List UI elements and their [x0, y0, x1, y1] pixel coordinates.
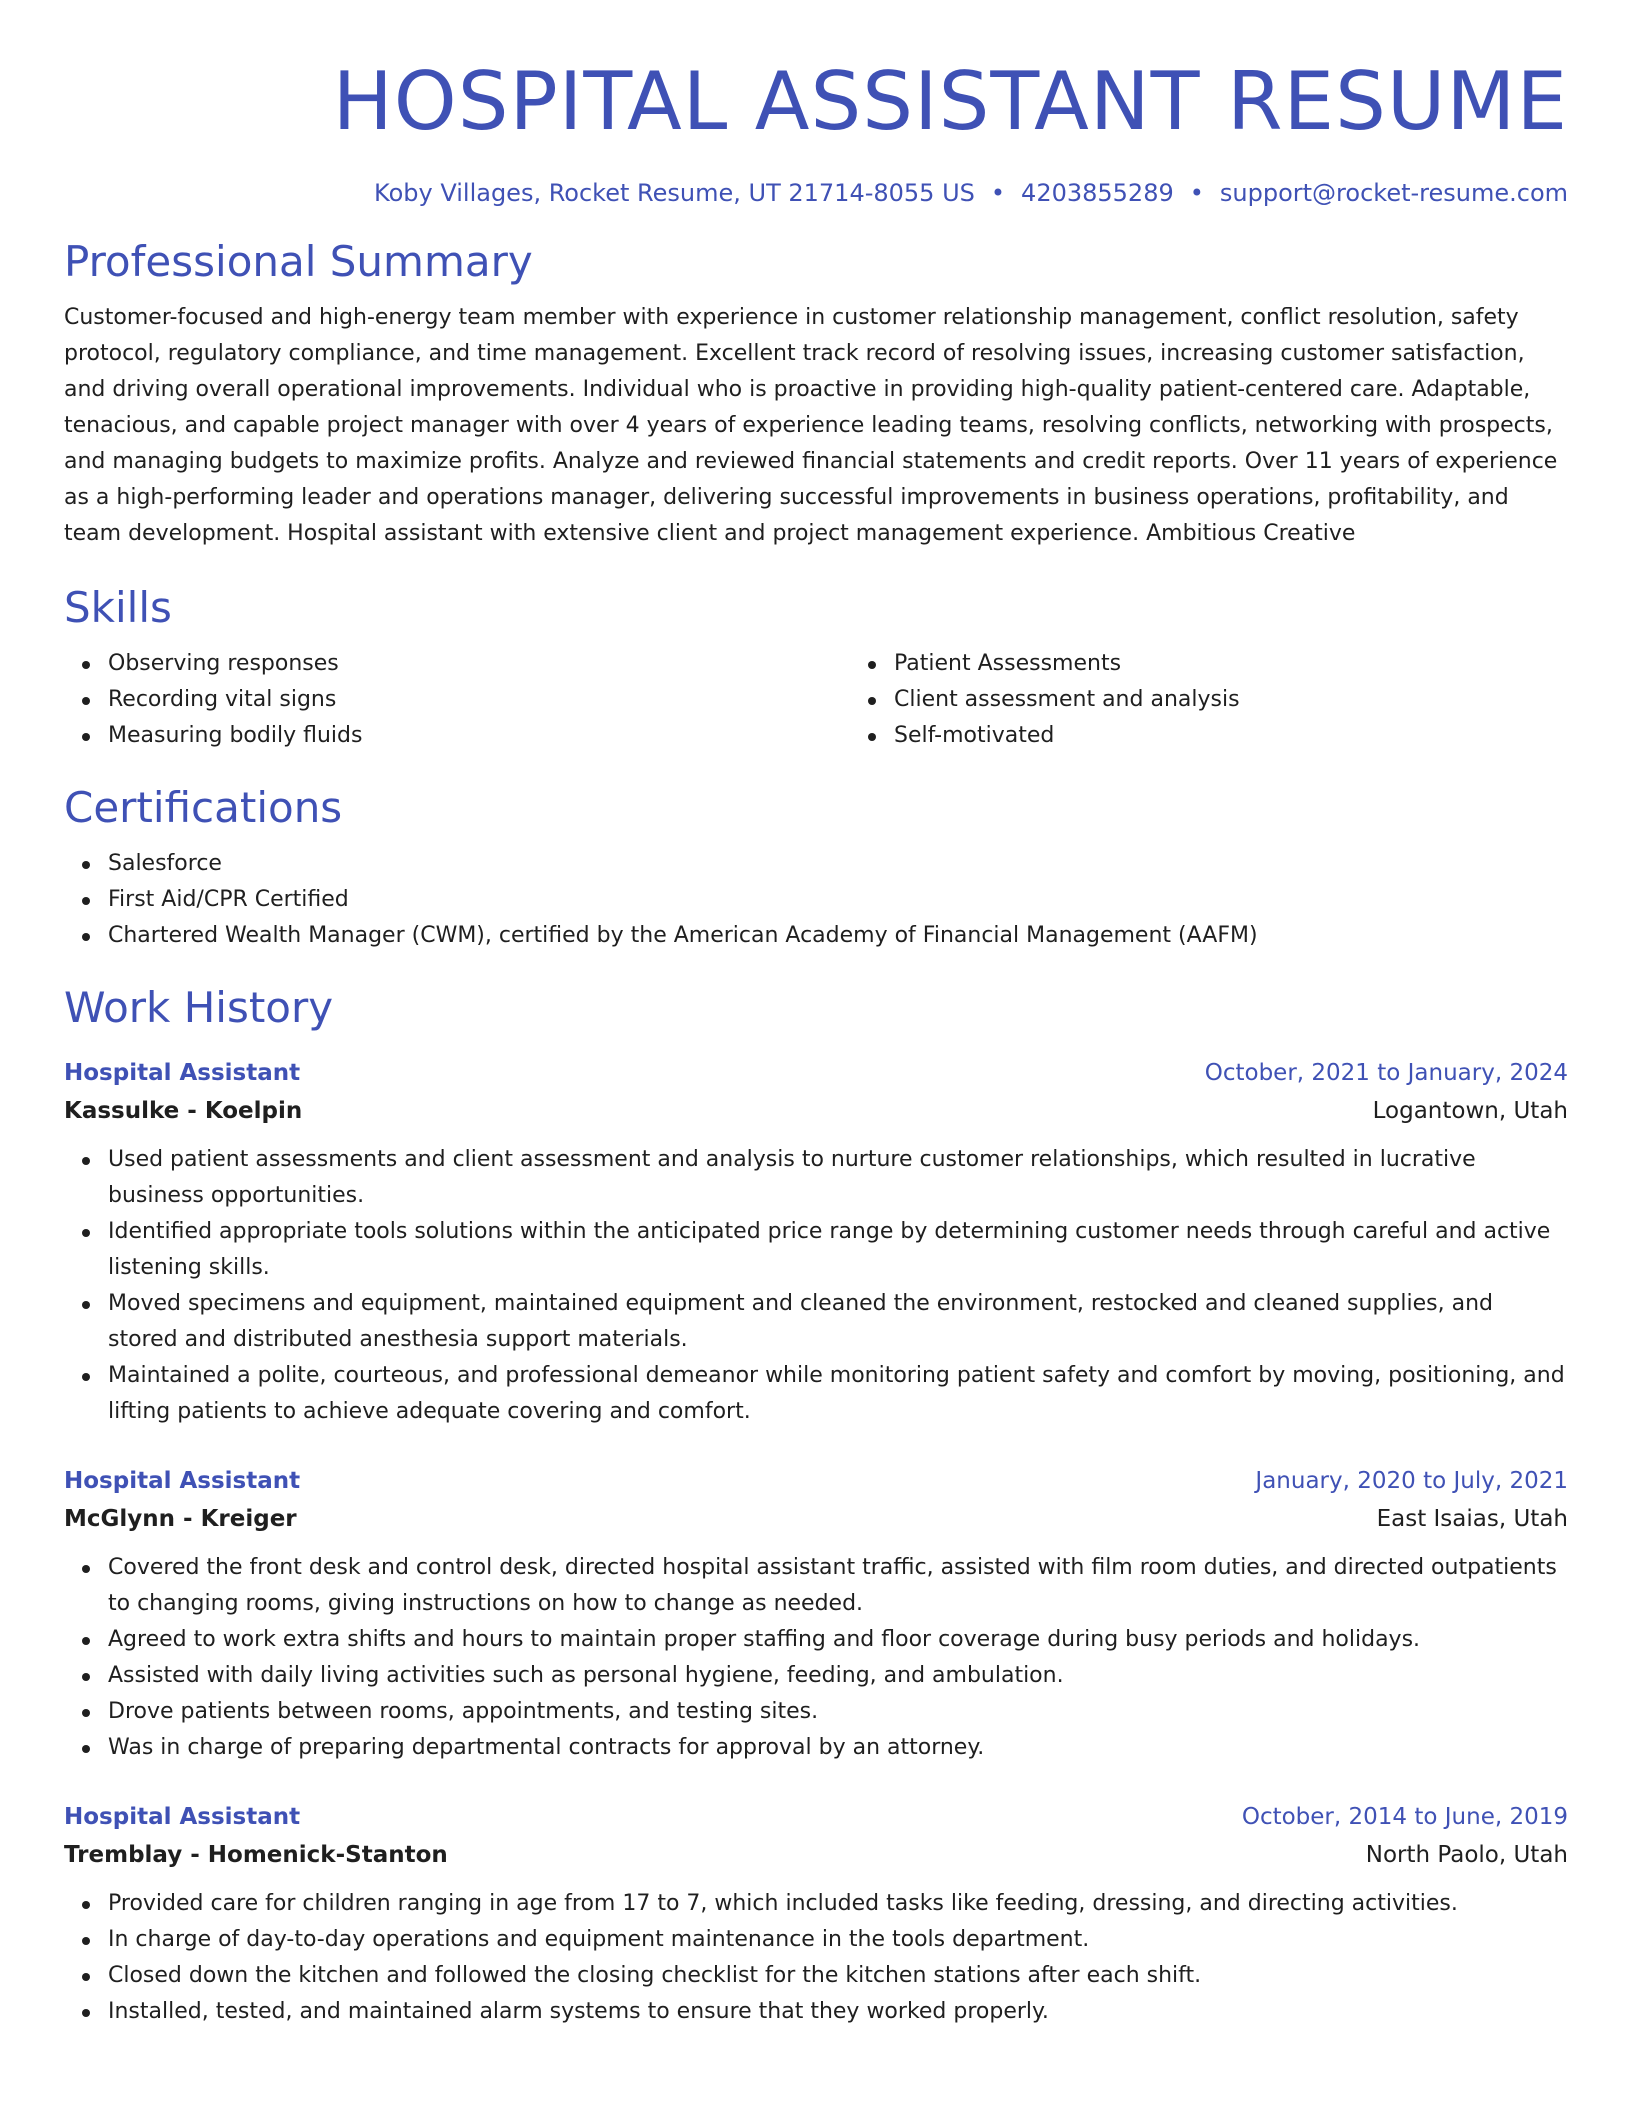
job-title: Hospital Assistant	[64, 1060, 301, 1086]
job-duty-item: Closed down the kitchen and followed the closing checklist for the kitchen stations after each shift.	[108, 1958, 1568, 1994]
summary-text: Customer-focused and high-energy team member with experience in customer relationship management, conflict resolution, safety protocol, regulatory compliance, and time management. Excellent track record of resolving issues, increasing customer satisfaction, and driving overall operational improvements. Individual who is proactive in providing high-quality patient-centered care. Adaptable, tenacious, and capable project manager with over 4 years of experience leading teams, resolving conflicts, networking with prospects, and managing budgets to maximize profits. Analyze and reviewed financial statements and credit reports. Over 11 years of experience as a high-performing leader and operations manager, delivering successful improvements in business operations, profitability, and team development. Hospital assistant with extensive client and project management experience. Ambitious Creative	[64, 305, 1558, 546]
job-duty-item: Installed, tested, and maintained alarm systems to ensure that they worked properly.	[108, 1994, 1568, 2030]
contact-line	[64, 176, 1568, 210]
job-duty-item: In charge of day-to-day operations and equipment maintenance in the tools department.	[108, 1922, 1568, 1958]
contact-address: Koby Villages, Rocket Resume, UT 21714-8055 US	[374, 179, 975, 207]
skills-list-left	[64, 646, 850, 754]
job-location: North Paolo, Utah	[1365, 1842, 1568, 1868]
summary-heading: Professional Summary	[64, 237, 533, 286]
job-duty-item: Drove patients between rooms, appointments, and testing sites.	[108, 1694, 1568, 1730]
job-header-row	[64, 1054, 1568, 1092]
skill-item: Measuring bodily fluids	[108, 718, 850, 754]
job-company: McGlynn - Kreiger	[64, 1506, 297, 1532]
job-duty-item: Covered the front desk and control desk, directed hospital assistant traffic, assisted with film room duties, and directed outpatients to changing rooms, giving instructions on how to change as needed.	[108, 1550, 1568, 1622]
skill-item: Observing responses	[108, 646, 850, 682]
certification-item: First Aid/CPR Certified	[108, 882, 1568, 918]
job-title: Hospital Assistant	[64, 1468, 301, 1494]
job-duty-item: Used patient assessments and client assessment and analysis to nurture customer relationships, which resulted in lucrative business opportunities.	[108, 1142, 1568, 1214]
certifications-section	[64, 780, 1568, 954]
skill-item: Self-motivated	[894, 718, 1632, 754]
summary-section	[64, 234, 1568, 552]
job-company: Kassulke - Koelpin	[64, 1098, 303, 1124]
job-location: Logantown, Utah	[1372, 1098, 1568, 1124]
job-company: Tremblay - Homenick-Stanton	[64, 1842, 448, 1868]
work-history-heading: Work History	[64, 983, 334, 1032]
job-duties-list	[64, 1550, 1568, 1766]
job-dates: October, 2014 to June, 2019	[1241, 1804, 1568, 1830]
job-location: East Isaias, Utah	[1376, 1506, 1568, 1532]
skill-item: Patient Assessments	[894, 646, 1632, 682]
job-duty-item: Assisted with daily living activities such as personal hygiene, feeding, and ambulation.	[108, 1658, 1568, 1694]
job-header-row	[64, 1798, 1568, 1836]
contact-phone: 4203855289	[1021, 179, 1174, 207]
skill-item: Recording vital signs	[108, 682, 850, 718]
skill-item: Client assessment and analysis	[894, 682, 1632, 718]
certification-item: Chartered Wealth Manager (CWM), certified by the American Academy of Financial Management (AAFM)	[108, 918, 1568, 954]
job-title: Hospital Assistant	[64, 1804, 301, 1830]
skills-grid	[64, 646, 1568, 754]
job-duty-item: Agreed to work extra shifts and hours to maintain proper staffing and floor coverage during busy periods and holidays.	[108, 1622, 1568, 1658]
job-company-row	[64, 1092, 1568, 1130]
job-duties-list	[64, 1886, 1568, 2030]
contact-separator: •	[990, 179, 1006, 207]
certification-item: Salesforce	[108, 846, 1568, 882]
contact-email[interactable]: support@rocket-resume.com	[1219, 179, 1568, 207]
job-duties-list	[64, 1142, 1568, 1430]
job-duty-item: Provided care for children ranging in age from 17 to 7, which included tasks like feeding, dressing, and directing activities.	[108, 1886, 1568, 1922]
job-duty-item: Identified appropriate tools solutions within the anticipated price range by determining customer needs through careful and active listening skills.	[108, 1214, 1568, 1286]
skills-list-right	[850, 646, 1632, 754]
skills-section	[64, 580, 1568, 754]
skills-heading: Skills	[64, 583, 172, 632]
job-dates: October, 2021 to January, 2024	[1204, 1060, 1568, 1086]
certifications-heading: Certifications	[64, 783, 343, 832]
job-entry	[64, 1054, 1568, 1430]
job-header-row	[64, 1462, 1568, 1500]
resume-page	[64, 0, 1568, 2030]
job-duty-item: Was in charge of preparing departmental contracts for approval by an attorney.	[108, 1730, 1568, 1766]
certifications-list	[64, 846, 1568, 954]
job-duty-item: Moved specimens and equipment, maintained equipment and cleaned the environment, restocked and cleaned supplies, and stored and distributed anesthesia support materials.	[108, 1286, 1568, 1358]
job-company-row	[64, 1836, 1568, 1874]
job-entry	[64, 1462, 1568, 1766]
work-history-section	[64, 980, 1568, 2030]
resume-title: HOSPITAL ASSISTANT RESUME	[332, 55, 1568, 148]
contact-separator: •	[1189, 179, 1204, 207]
job-company-row	[64, 1500, 1568, 1538]
job-entry	[64, 1798, 1568, 2030]
job-duty-item: Maintained a polite, courteous, and professional demeanor while monitoring patient safety and comfort by moving, positioning, and lifting patients to achieve adequate covering and comfort.	[108, 1358, 1568, 1430]
job-dates: January, 2020 to July, 2021	[1255, 1468, 1568, 1494]
